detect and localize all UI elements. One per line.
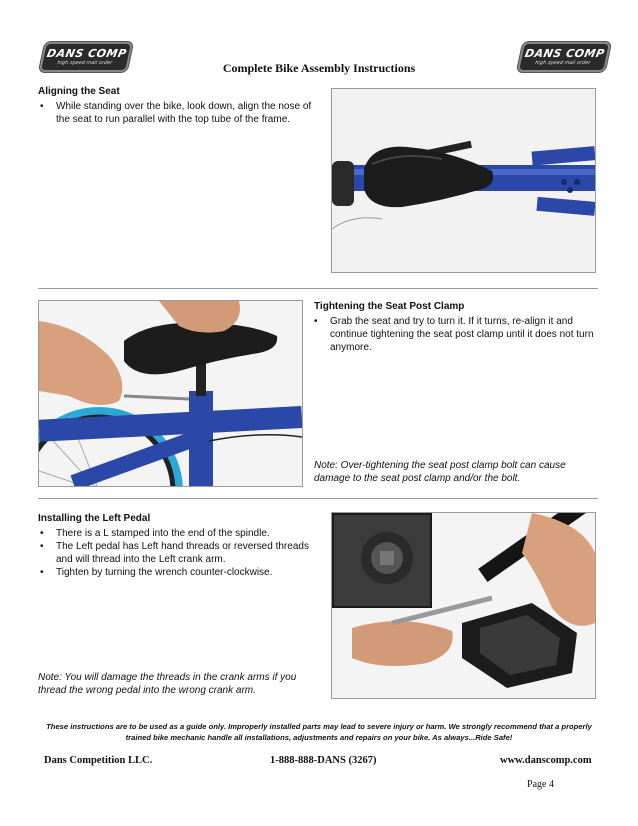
logo-brand-text: DANS COMP bbox=[45, 47, 128, 60]
bullet-item: • Tighten by turning the wrench counter-clockwise. bbox=[38, 566, 323, 579]
section-heading-seat-clamp: Tightening the Seat Post Clamp bbox=[314, 301, 465, 312]
section-divider bbox=[38, 498, 598, 499]
section-divider bbox=[38, 288, 598, 289]
logo-tagline: high speed mail order bbox=[534, 60, 591, 66]
logo-tagline: high speed mail order bbox=[56, 60, 113, 66]
bullet-item: • While standing over the bike, look down, align the nose of the seat to run parallel with the top tube of the frame. bbox=[38, 100, 314, 126]
footer-website[interactable]: www.danscomp.com bbox=[500, 755, 592, 766]
seat-clamp-note: Note: Over-tightening the seat post clamp bolt can cause damage to the seat post clamp and/or the bolt. bbox=[314, 460, 566, 484]
footer-phone: 1-888-888-DANS (3267) bbox=[270, 755, 377, 766]
left-pedal-photo bbox=[331, 512, 596, 699]
bullet-item: • Grab the seat and try to turn it. If it turns, re-align it and continue tightening the seat post clamp until it does not turn anymore. bbox=[312, 315, 597, 354]
section-heading-aligning-seat: Aligning the Seat bbox=[38, 86, 120, 97]
seat-clamp-bullets bbox=[312, 315, 597, 354]
logo-brand-text: DANS COMP bbox=[523, 47, 606, 60]
page-number: Page 4 bbox=[527, 779, 554, 790]
bullet-item: • The Left pedal has Left hand threads or reversed threads and will thread into the Left crank arm. bbox=[38, 540, 323, 566]
aligning-seat-bullets bbox=[38, 100, 314, 126]
seat-alignment-photo bbox=[331, 88, 596, 273]
safety-disclaimer: These instructions are to be used as a guide only. Improperly installed parts may lead to severe injury or harm. We strongly recommend that a properly trained bike mechanic handle all installations, adjustments and repairs on your bike. As always...Ride Safe! bbox=[46, 722, 592, 742]
footer-company: Dans Competition LLC. bbox=[44, 755, 153, 766]
bullet-item: • There is a L stamped into the end of the spindle. bbox=[38, 527, 323, 540]
left-pedal-bullets bbox=[38, 527, 323, 579]
section-heading-left-pedal: Installing the Left Pedal bbox=[38, 513, 151, 524]
seat-clamp-photo bbox=[38, 300, 303, 487]
left-pedal-note: Note: You will damage the threads in the crank arms if you thread the wrong pedal into the wrong crank arm. bbox=[38, 672, 297, 696]
document-title: Complete Bike Assembly Instructions bbox=[222, 61, 416, 75]
